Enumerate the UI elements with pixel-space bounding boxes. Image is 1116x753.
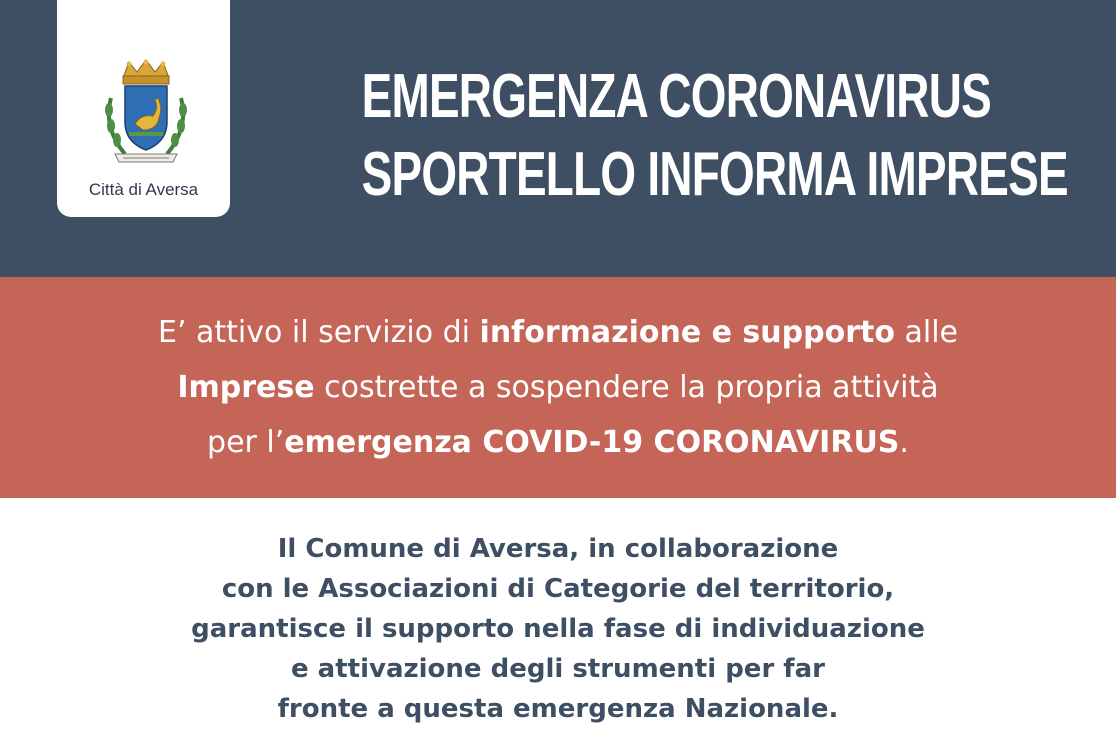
page-title — [255, 58, 1075, 214]
title-line-2: SPORTELLO INFORMA IMPRESE — [361, 140, 1068, 209]
announcement-text-segment: per l’ — [207, 425, 285, 460]
announcement-emphasis: Imprese — [177, 370, 315, 405]
service-announcement-band — [0, 277, 1116, 498]
body-paragraph — [20, 529, 1096, 729]
announcement-text-segment: . — [899, 425, 909, 460]
body-line-1: Il Comune di Aversa, in collaborazione — [277, 534, 839, 564]
announcement-line-2 — [20, 360, 1096, 415]
city-name-label: Città di Aversa — [88, 180, 199, 199]
announcement-line-3 — [20, 415, 1096, 470]
announcement-text-segment: E’ attivo il servizio di — [158, 315, 480, 350]
city-crest-icon — [101, 58, 191, 170]
announcement-emphasis: emergenza COVID-19 CORONAVIRUS — [284, 425, 900, 460]
body-line-2: con le Associazioni di Categorie del territorio, — [221, 574, 895, 604]
body-line-4: e attivazione degli strumenti per far — [291, 654, 825, 684]
header-banner — [0, 0, 1116, 277]
announcement-emphasis: informazione e supporto — [479, 315, 895, 350]
service-announcement-text — [20, 305, 1096, 470]
announcement-text-segment: costrette a sospendere la propria attività — [314, 370, 939, 405]
title-line-1: EMERGENZA CORONAVIRUS — [361, 62, 991, 131]
body-line-3: garantisce il supporto nella fase di individuazione — [191, 614, 925, 644]
city-logo-card — [57, 0, 230, 217]
body-line-5: fronte a questa emergenza Nazionale. — [277, 694, 839, 724]
announcement-line-1 — [20, 305, 1096, 360]
announcement-text-segment: alle — [894, 315, 958, 350]
